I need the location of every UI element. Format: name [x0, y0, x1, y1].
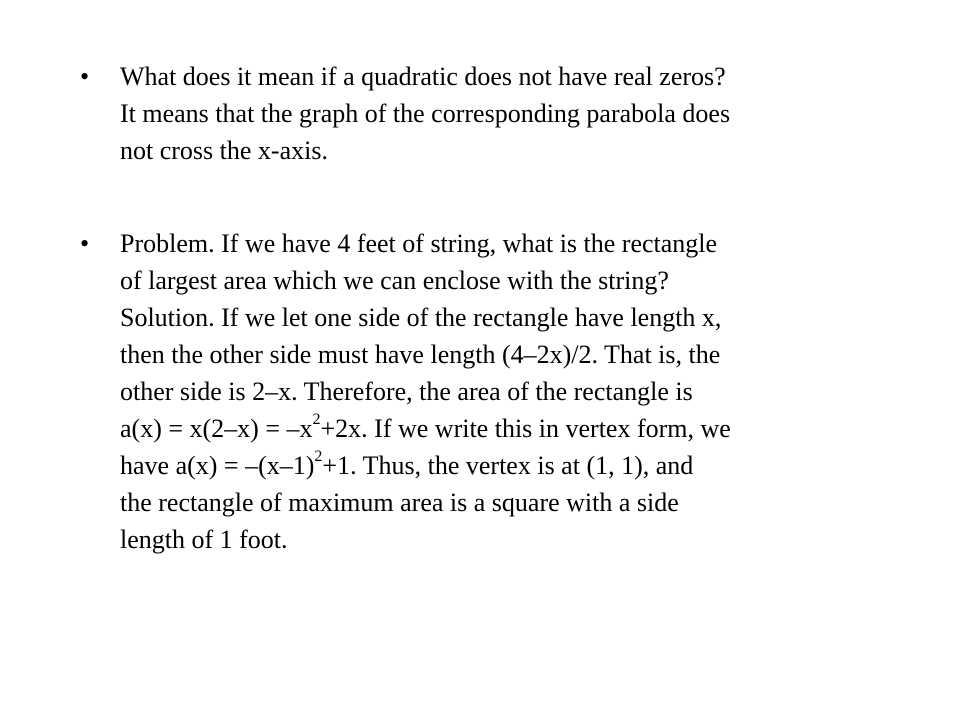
- vertex-form-rest: +1. Thus, the vertex is at (1, 1), and: [322, 451, 694, 480]
- bullet2-line-4: then the other side must have length (4–2x)/2. That is, the: [120, 340, 721, 369]
- bullet-dot-icon: •: [80, 229, 90, 258]
- bullet2-line-3: Solution. If we let one side of the rectangle have length x,: [120, 303, 722, 332]
- bullet-list: [78, 58, 898, 558]
- area-formula-text: a(x) = x(2–x) = –x: [120, 414, 313, 443]
- bullet-dot-icon: •: [80, 62, 90, 91]
- bullet2-line-2: of largest area which we can enclose with the string?: [120, 266, 669, 295]
- bullet-item-rectangle-problem: [78, 225, 898, 558]
- bullet1-line-2: It means that the graph of the corresponding parabola does: [120, 99, 731, 128]
- bullet2-line-1: Problem. If we have 4 feet of string, what is the rectangle: [120, 229, 718, 258]
- bullet2-line-9: length of 1 foot.: [120, 525, 288, 554]
- bullet2-line-5: other side is 2–x. Therefore, the area of the rectangle is: [120, 377, 693, 406]
- bullet1-line-1: What does it mean if a quadratic does not have real zeros?: [120, 62, 726, 91]
- area-formula-rest: +2x. If we write this in vertex form, we: [320, 414, 731, 443]
- bullet1-line-3: not cross the x-axis.: [120, 136, 328, 165]
- bullet2-line-8: the rectangle of maximum area is a square with a side: [120, 488, 679, 517]
- vertex-form-text: have a(x) = –(x–1): [120, 451, 315, 480]
- vertex-form-exponent: 2: [314, 448, 323, 466]
- bullet2-line-7: [120, 447, 898, 484]
- bullet2-line-6: [120, 410, 898, 447]
- bullet-item-real-zeros: [78, 58, 898, 169]
- area-formula-exponent: 2: [312, 411, 321, 429]
